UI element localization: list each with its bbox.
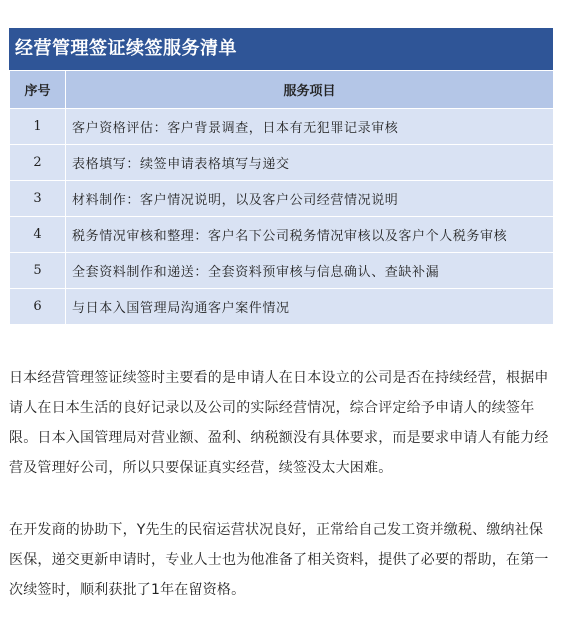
paragraph-renewal-requirements: 日本经营管理签证续签时主要看的是申请人在日本设立的公司是否在持续经营，根据申请人在日本生活的良好记录以及公司的实际经营情况，综合评定给予申请人的续签年限。日本入国管理局对营业额、盈利、纳税额没有具体要求，而是要求申请人有能力经营及管理好公司，所以只要保证真实经营，续签没太大困难。 — [9, 370, 549, 476]
service-table-container — [9, 28, 553, 325]
row-number: 4 — [10, 217, 66, 253]
row-number: 5 — [10, 253, 66, 289]
row-service-item: 材料制作：客户情况说明，以及客户公司经营情况说明 — [66, 181, 554, 217]
table-row — [10, 181, 554, 217]
table-row — [10, 253, 554, 289]
row-service-item: 全套资料制作和递送：全套资料预审核与信息确认、查缺补漏 — [66, 253, 554, 289]
table-row — [10, 145, 554, 181]
table-header-row — [10, 71, 554, 109]
row-service-item: 表格填写：续签申请表格填写与递交 — [66, 145, 554, 181]
paragraph-case-example: 在开发商的协助下，Y先生的民宿运营状况良好，正常给自己发工资并缴税、缴纳社保医保，递交更新申请时，专业人士也为他准备了相关资料，提供了必要的帮助，在第一次续签时，顺利获批了1年在留资格。 — [9, 522, 549, 598]
table-title: 经营管理签证续签服务清单 — [9, 28, 553, 70]
row-service-item: 税务情况审核和整理：客户名下公司税务情况审核以及客户个人税务审核 — [66, 217, 554, 253]
row-service-item: 客户资格评估：客户背景调查，日本有无犯罪记录审核 — [66, 109, 554, 145]
service-table — [9, 70, 554, 325]
header-item: 服务项目 — [66, 71, 554, 109]
row-number: 1 — [10, 109, 66, 145]
row-service-item: 与日本入国管理局沟通客户案件情况 — [66, 289, 554, 325]
header-no: 序号 — [10, 71, 66, 109]
row-number: 2 — [10, 145, 66, 181]
table-row — [10, 217, 554, 253]
row-number: 3 — [10, 181, 66, 217]
table-row — [10, 109, 554, 145]
row-number: 6 — [10, 289, 66, 325]
table-row — [10, 289, 554, 325]
